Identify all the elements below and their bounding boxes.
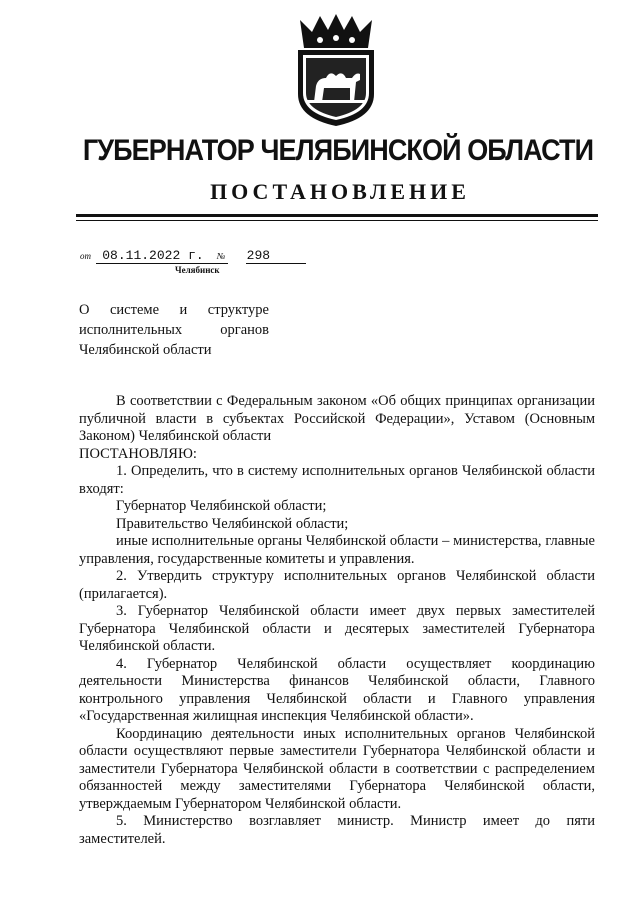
document-city: Челябинск <box>175 265 220 275</box>
date-underline <box>96 263 228 264</box>
subject-line: исполнительных органов <box>79 322 269 338</box>
chelyabinsk-coat-of-arms-icon <box>290 14 382 128</box>
decree-heading: ПОСТАНОВЛЯЮ: <box>79 445 197 462</box>
header-divider-thick <box>76 214 598 217</box>
authority-title: ГУБЕРНАТОР ЧЕЛЯБИНСКОЙ ОБЛАСТИ <box>82 134 594 167</box>
clause-1-item: Губернатор Челябинской области; <box>116 498 327 514</box>
header-divider-thin <box>76 220 598 221</box>
clause-1: 1. Определить, что в систему исполнительных органов Челябинской области входят: <box>79 463 595 497</box>
clause-2: 2. Утвердить структуру исполнительных органов Челябинской области (прилагается). <box>79 568 595 602</box>
clause-4-continuation: Координацию деятельности иных исполнительных органов Челябинской области осуществляют первые заместители Губернатора Челябинской области и заместители Губернатора Челябинской области в соответствии с распределением обязанностей между заместителями Губернатора Челябинской области, утверждаемым Губернатором Челябинской области. <box>79 725 595 812</box>
document-date: 08.11.2022 г. <box>102 248 204 263</box>
document-type: ПОСТАНОВЛЕНИЕ <box>210 179 470 204</box>
clause-1-item: Правительство Челябинской области; <box>116 515 349 532</box>
clause-4: 4. Губернатор Челябинской области осуществляет координацию деятельности Министерства финансов Челябинской области, Главного контрольного управления Челябинской области и Главного управления «Государственная жилищная инспекция Челябинской области». <box>79 655 595 724</box>
number-label: № <box>216 251 226 261</box>
document-body <box>79 393 595 848</box>
document-number: 298 <box>246 248 271 263</box>
number-underline <box>246 263 306 264</box>
date-label: от <box>80 251 91 261</box>
clause-1-item: иные исполнительные органы Челябинской области – министерства, главные управления, государственные комитеты и управления. <box>79 533 595 567</box>
subject-line: Челябинской области <box>79 342 212 358</box>
clause-3: 3. Губернатор Челябинской области имеет двух первых заместителей Губернатора Челябинской области и десятерых заместителей Губернатора Челябинской области. <box>79 603 595 654</box>
preamble-paragraph: В соответствии с Федеральным законом «Об общих принципах организации публичной власти в субъектах Российской Федерации», Уставом (Основным Законом) Челябинской области <box>79 393 595 444</box>
document-subject <box>79 300 269 360</box>
subject-line: О системе и структуре <box>79 302 269 318</box>
document-meta <box>80 247 270 263</box>
clause-5: 5. Министерство возглавляет министр. Министр имеет до пяти заместителей. <box>79 813 595 847</box>
